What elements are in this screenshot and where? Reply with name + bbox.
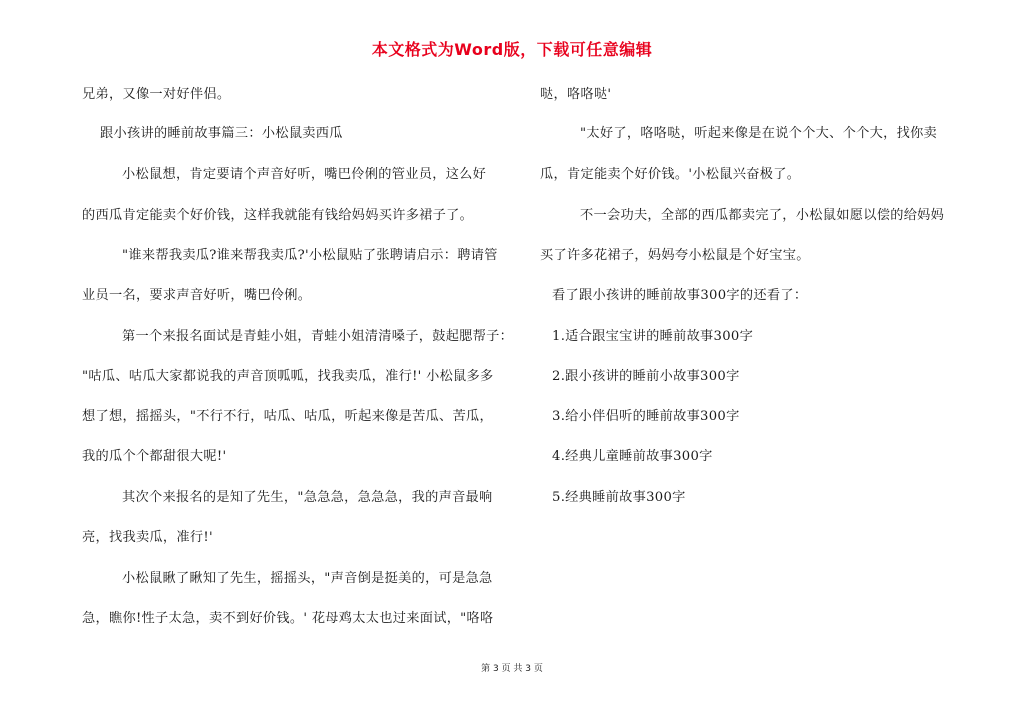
document-banner: 本文格式为Word版，下载可任意编辑	[371, 40, 653, 59]
text-line: 业员一名，要求声音好听，嘴巴伶俐。	[82, 288, 312, 303]
text-line: 想了想，摇摇头，"不行不行，咕瓜、咕瓜，听起来像是苦瓜、苦瓜，	[82, 409, 493, 424]
text-line: 其次个来报名的是知了先生，"急急急，急急急，我的声音最响	[122, 490, 493, 505]
text-line: 兄弟，又像一对好伴侣。	[82, 87, 231, 102]
related-link[interactable]: 4.经典儿童睡前故事300字	[552, 449, 713, 464]
section-heading: 跟小孩讲的睡前故事篇三：小松鼠卖西瓜	[100, 126, 343, 141]
text-line: "谁来帮我卖瓜?谁来帮我卖瓜?'小松鼠贴了张聘请启示：聘请管	[122, 248, 498, 263]
text-line: 买了许多花裙子，妈妈夸小松鼠是个好宝宝。	[540, 248, 810, 263]
related-link[interactable]: 2.跟小孩讲的睡前小故事300字	[552, 369, 740, 384]
text-line: 小松鼠想，肯定要请个声音好听，嘴巴伶俐的管业员，这么好	[122, 167, 487, 182]
text-line: 小松鼠瞅了瞅知了先生，摇摇头，"声音倒是挺美的，可是急急	[122, 571, 493, 586]
text-line: 急，瞧你!性子太急，卖不到好价钱。' 花母鸡太太也过来面试，"咯咯	[82, 611, 494, 626]
text-line: 亮，找我卖瓜，准行!'	[82, 530, 213, 545]
text-line: 不一会功夫，全部的西瓜都卖完了，小松鼠如愿以偿的给妈妈	[580, 208, 945, 223]
text-line: 哒，咯咯哒'	[540, 87, 612, 102]
text-line: 瓜，肯定能卖个好价钱。'小松鼠兴奋极了。	[540, 167, 801, 182]
text-line: 第一个来报名面试是青蛙小姐，青蛙小姐清清嗓子，鼓起腮帮子：	[122, 329, 514, 344]
text-line: "咕瓜、咕瓜大家都说我的声音顶呱呱，找我卖瓜，准行!' 小松鼠多多	[82, 369, 494, 384]
text-line: 我的瓜个个都甜很大呢!'	[82, 449, 227, 464]
page-number: 第 3 页 共 3 页	[481, 664, 543, 674]
related-heading: 看了跟小孩讲的睡前故事300字的还看了：	[552, 288, 808, 303]
related-link[interactable]: 1.适合跟宝宝讲的睡前故事300字	[552, 329, 754, 344]
text-line: 的西瓜肯定能卖个好价钱，这样我就能有钱给妈妈买许多裙子了。	[82, 208, 474, 223]
related-link[interactable]: 3.给小伴侣听的睡前故事300字	[552, 409, 740, 424]
related-link[interactable]: 5.经典睡前故事300字	[552, 490, 686, 505]
text-line: "太好了，咯咯哒，听起来像是在说个个大、个个大，找你卖	[580, 126, 938, 141]
